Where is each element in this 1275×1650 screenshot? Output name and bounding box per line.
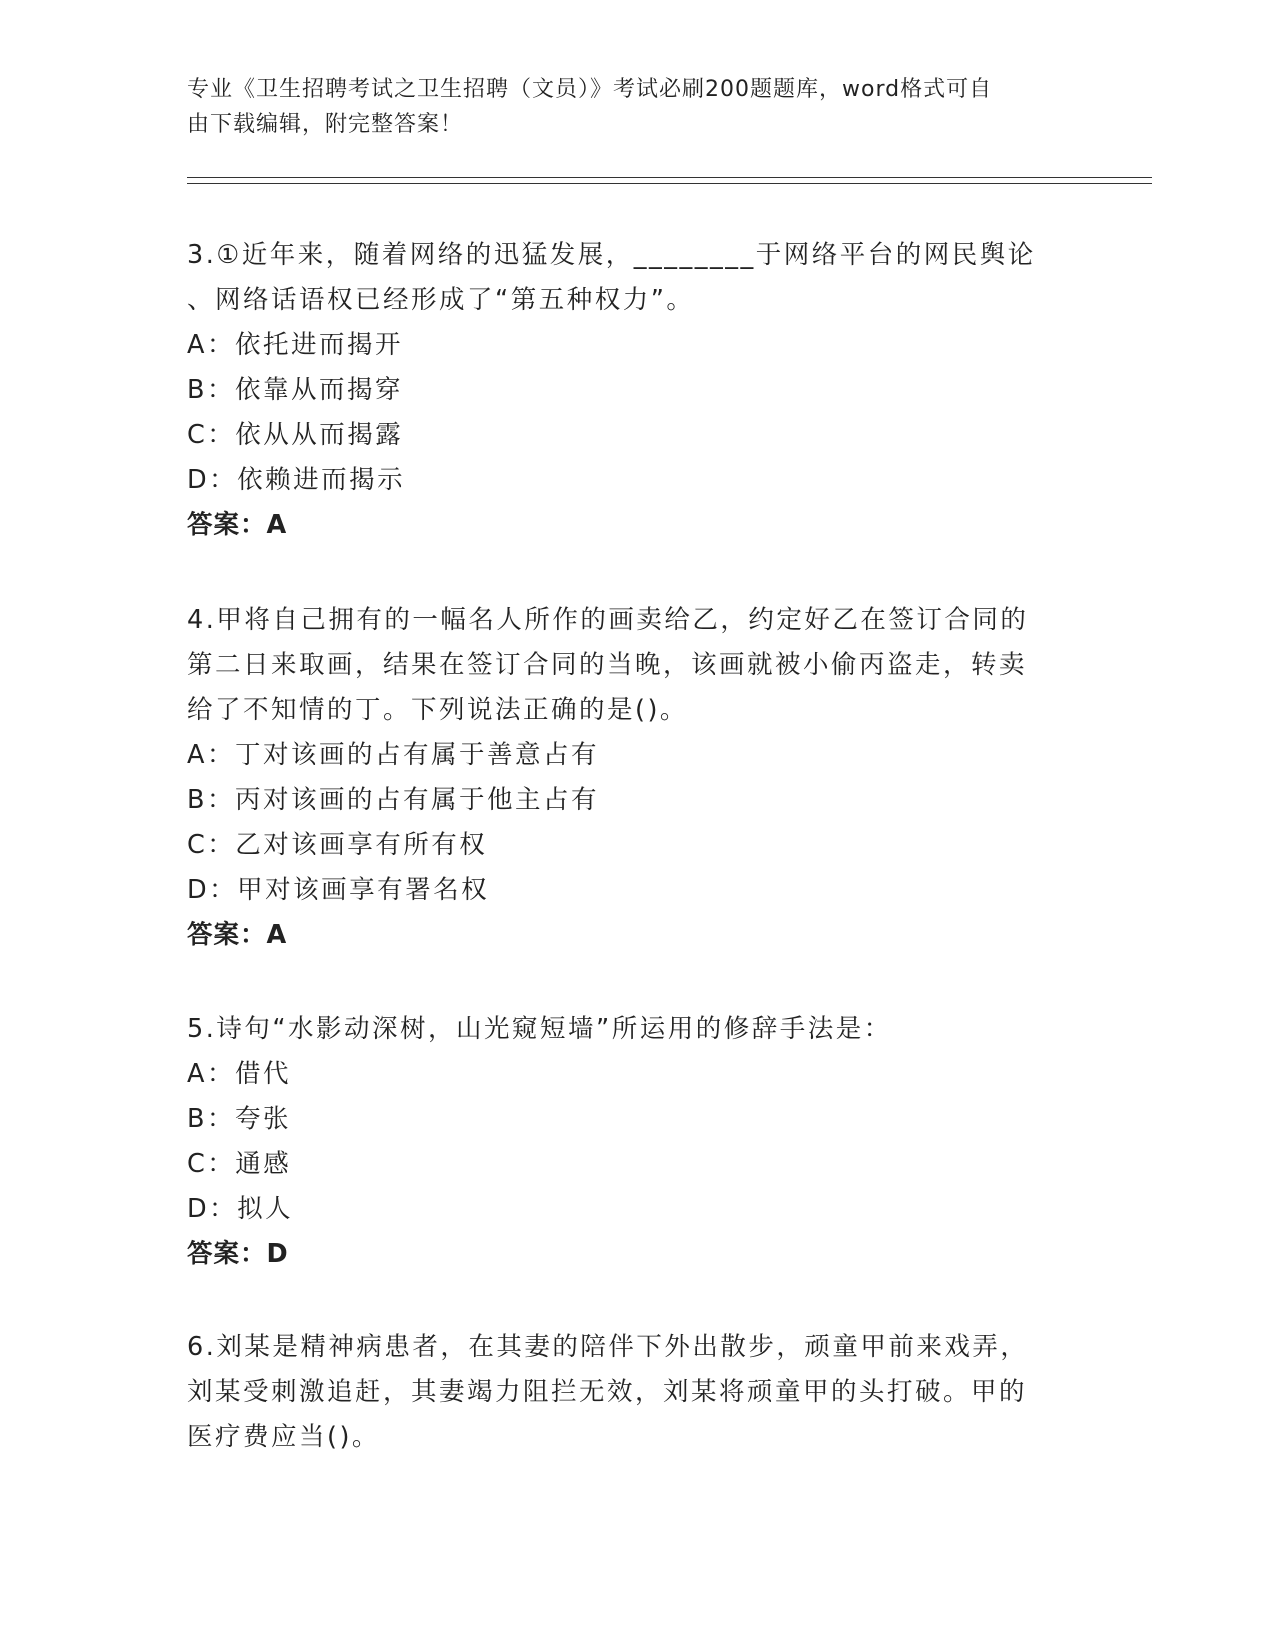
option-d: D：依赖进而揭示 bbox=[187, 465, 406, 495]
question-stem-line: 6.刘某是精神病患者，在其妻的陪伴下外出散步，顽童甲前来戏弄， bbox=[187, 1332, 1029, 1362]
option-b: B：丙对该画的占有属于他主占有 bbox=[187, 785, 599, 815]
option-c: C：乙对该画享有所有权 bbox=[187, 830, 488, 860]
question-stem-line: 刘某受刺激追赶，其妻竭力阻拦无效，刘某将顽童甲的头打破。甲的 bbox=[187, 1377, 1028, 1407]
option-b: B：依靠从而揭穿 bbox=[187, 375, 403, 405]
answer-line: 答案：A bbox=[187, 920, 288, 950]
question-stem-line: 3.①近年来，随着网络的迅猛发展，________于网络平台的网民舆论 bbox=[187, 240, 1036, 270]
option-c: C：通感 bbox=[187, 1149, 292, 1179]
document-header bbox=[187, 72, 1087, 142]
question-stem-line: 医疗费应当()。 bbox=[187, 1422, 380, 1452]
header-line: 专业《卫生招聘考试之卫生招聘（文员）》考试必刷200题题库，word格式可自 bbox=[187, 77, 993, 102]
question-3 bbox=[187, 233, 1067, 548]
option-d: D：甲对该画享有署名权 bbox=[187, 875, 490, 905]
option-d: D：拟人 bbox=[187, 1194, 294, 1224]
question-stem-line: 、网络话语权已经形成了“第五种权力”。 bbox=[187, 285, 695, 315]
option-a: A：依托进而揭开 bbox=[187, 330, 403, 360]
question-stem-line: 给了不知情的丁。下列说法正确的是()。 bbox=[187, 695, 688, 725]
answer-line: 答案：A bbox=[187, 510, 288, 540]
header-divider bbox=[187, 177, 1152, 178]
question-5 bbox=[187, 1007, 1067, 1277]
question-6 bbox=[187, 1325, 1067, 1460]
header-divider bbox=[187, 183, 1152, 184]
question-stem-line: 第二日来取画，结果在签订合同的当晚，该画就被小偷丙盗走，转卖 bbox=[187, 650, 1028, 680]
question-4 bbox=[187, 598, 1067, 958]
question-stem-line: 4.甲将自己拥有的一幅名人所作的画卖给乙，约定好乙在签订合同的 bbox=[187, 605, 1029, 635]
header-line: 由下载编辑，附完整答案！ bbox=[187, 112, 464, 137]
question-stem-line: 5.诗句“水影动深树，山光窥短墙”所运用的修辞手法是： bbox=[187, 1014, 892, 1044]
option-b: B：夸张 bbox=[187, 1104, 291, 1134]
option-c: C：依从从而揭露 bbox=[187, 420, 404, 450]
option-a: A：借代 bbox=[187, 1059, 291, 1089]
option-a: A：丁对该画的占有属于善意占有 bbox=[187, 740, 599, 770]
answer-line: 答案：D bbox=[187, 1239, 289, 1269]
